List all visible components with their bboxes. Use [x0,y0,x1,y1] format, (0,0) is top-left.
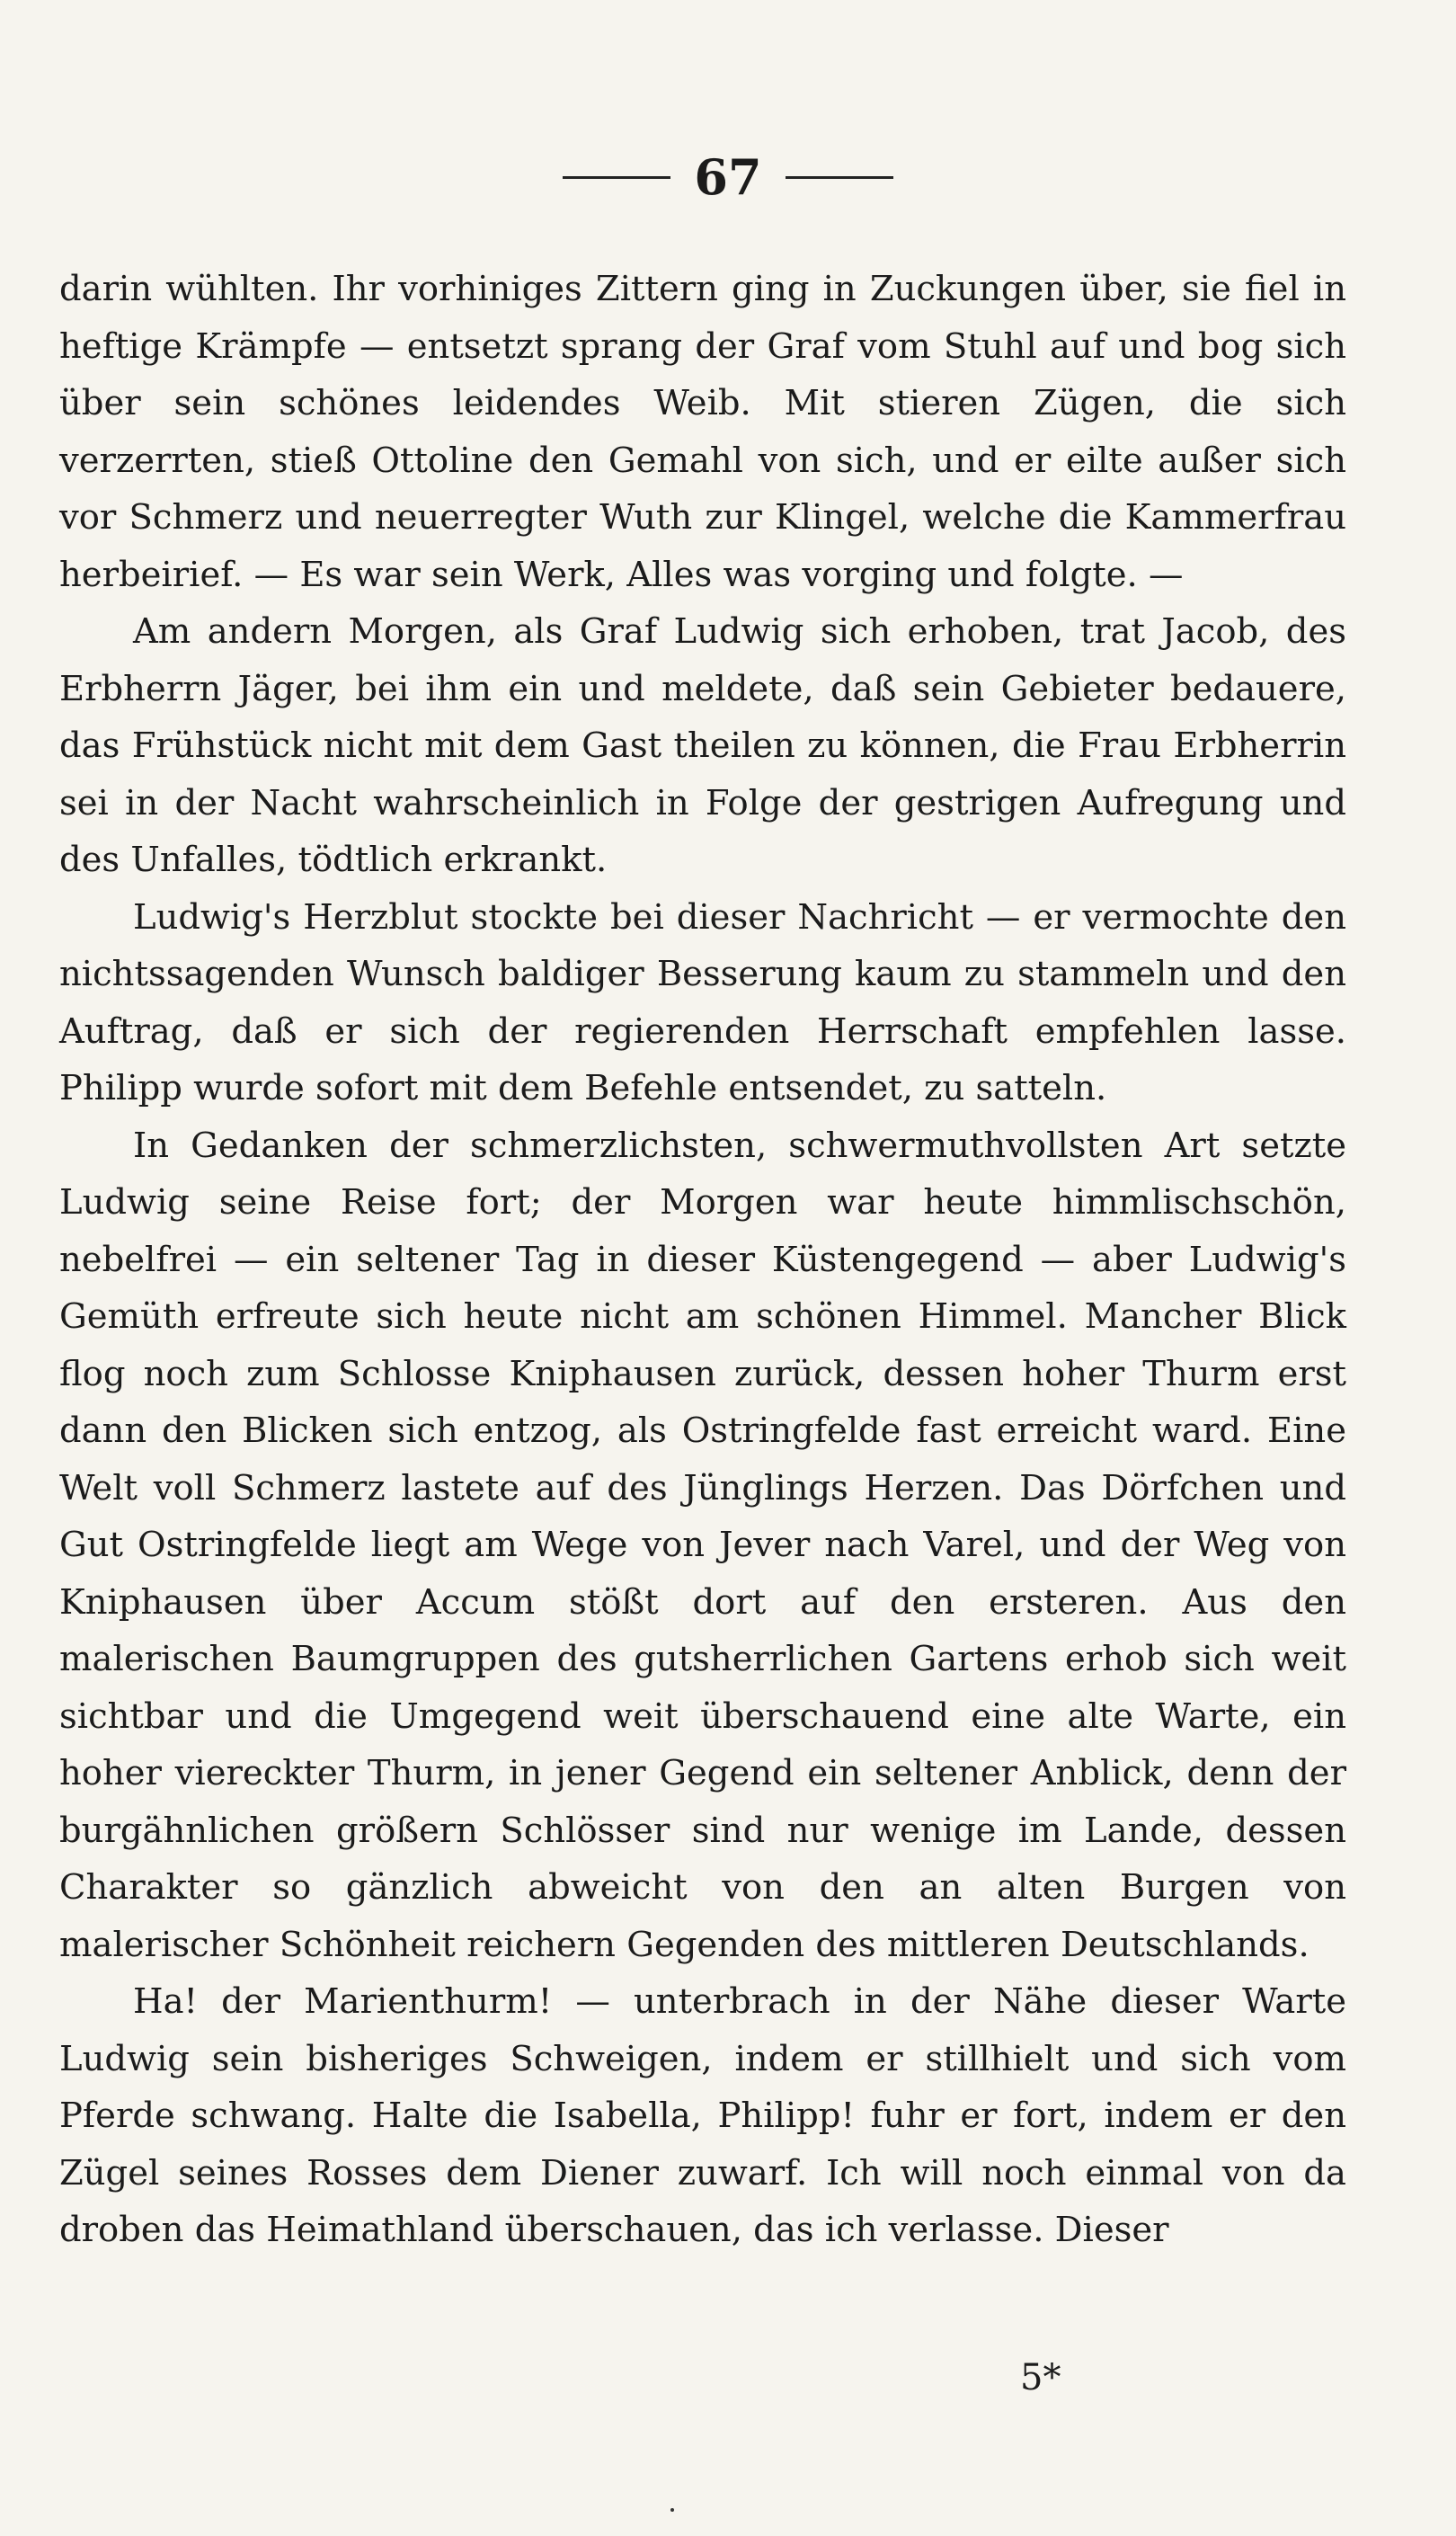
header-rule-left [563,176,670,179]
paragraph: In Gedanken der schmerzlichsten, schwermuthvollsten Art setzte Ludwig seine Reise fort; der Morgen war heute himmlischschön, nebelfrei — ein seltener Tag in dieser Küstengegend — aber Ludwig's Gemüth erfreute sich heute nicht am schönen Himmel. Mancher Blick flog noch zum Schlosse Kniphausen zurück, dessen hoher Thurm erst dann den Blicken sich entzog, als Ostringfelde fast erreicht ward. Eine Welt voll Schmerz lastete auf des Jünglings Herzen. Das Dörfchen und Gut Ostringfelde liegt am Wege von Jever nach Varel, und der Weg von Kniphausen über Accum stößt dort auf den ersteren. Aus den malerischen Baumgruppen des gutsherrlichen Gartens erhob sich weit sichtbar und die Umgegend weit überschauend eine alte Warte, ein hoher viereckter Thurm, in jener Gegend ein seltener Anblick, denn der burgähnlichen größern Schlösser sind nur wenige im Lande, dessen Charakter so gänzlich abweicht von den an alten Burgen von malerischer Schönheit reichern Gegenden des mittleren Deutschlands. [59,1125,1346,1965]
page-number: 67 [694,148,762,206]
paragraph: Ludwig's Herzblut stockte bei dieser Nachricht — er vermochte den nichtssagenden Wunsch baldiger Besserung kaum zu stammeln und den Auftrag, daß er sich der regierenden Herrschaft empfehlen lasse. Philipp wurde sofort mit dem Befehle entsendet, zu satteln. [59,896,1346,1108]
paragraph-continuation: darin wühlten. Ihr vorhiniges Zittern ging in Zuckungen über, sie fiel in heftige Krämpfe — entsetzt sprang der Graf vom Stuhl auf und bog sich über sein schönes leidendes Weib. Mit stieren Zügen, die sich verzerrten, stieß Ottoline den Gemahl von sich, und er eilte außer sich vor Schmerz und neuerregter Wuth zur Klingel, welche die Kammerfrau herbeirief. — Es war sein Werk, Alles was vorging und folgte. — [59,269,1346,595]
paragraph: Am andern Morgen, als Graf Ludwig sich erhoben, trat Jacob, des Erbherrn Jäger, bei ihm ein und meldete, daß sein Gebieter bedauere, das Frühstück nicht mit dem Gast theilen zu können, die Frau Erbherrin sei in der Nacht wahrscheinlich in Folge der gestrigen Aufregung und des Unfalles, tödtlich erkrankt. [59,611,1346,880]
sheet-signature: 5* [1020,2357,1061,2398]
header-rule-right [786,176,893,179]
paragraph: Ha! der Marienthurm! — unterbrach in der Nähe dieser Warte Ludwig sein bisheriges Schweigen, indem er stillhielt und sich vom Pferde schwang. Halte die Isabella, Philipp! fuhr er fort, indem er den Zügel seines Rosses dem Diener zuwarf. Ich will noch einmal von da droben das Heimathland überschauen, das ich verlasse. Dieser [59,1981,1346,2250]
page-header [0,148,1456,206]
ink-speck [670,2508,674,2512]
body-text [59,261,1346,2259]
